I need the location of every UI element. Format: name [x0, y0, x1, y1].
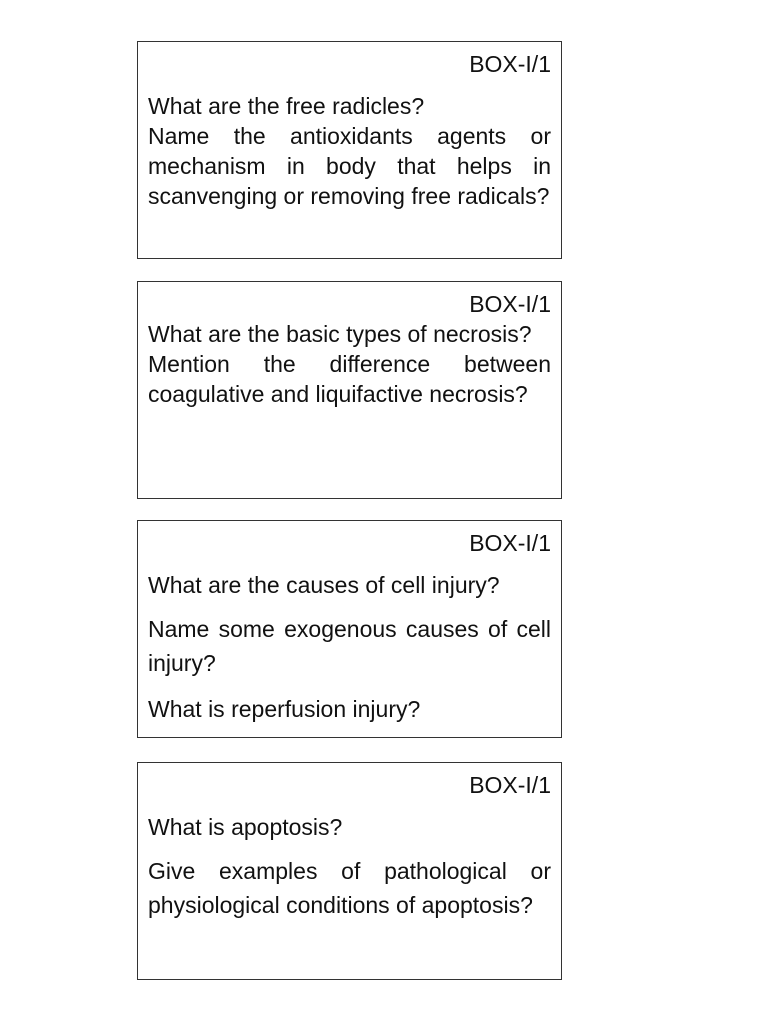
box-label: BOX-I/1: [469, 530, 551, 556]
question-text: Name some exogenous causes of cell injury?: [148, 616, 551, 676]
question-text: Give examples of pathological or physiological conditions of apoptosis?: [148, 858, 551, 918]
question-text: What are the basic types of necrosis?: [148, 321, 532, 347]
question-text: Mention the difference between coagulative and liquifactive necrosis?: [148, 351, 551, 407]
question-card-3: [137, 520, 562, 738]
question-text: What are the causes of cell injury?: [148, 572, 500, 598]
box-label: BOX-I/1: [469, 291, 551, 317]
box-label: BOX-I/1: [469, 51, 551, 77]
question-card-1: [137, 41, 562, 259]
question-card-4: [137, 762, 562, 980]
question-text: What is apoptosis?: [148, 814, 343, 840]
box-label: BOX-I/1: [469, 772, 551, 798]
question-card-2: [137, 281, 562, 499]
question-text: Name the antioxidants agents or mechanism in body that helps in scanvenging or removing free radicals?: [148, 123, 551, 209]
question-text: What are the free radicles?: [148, 93, 425, 119]
question-text: What is reperfusion injury?: [148, 696, 421, 722]
